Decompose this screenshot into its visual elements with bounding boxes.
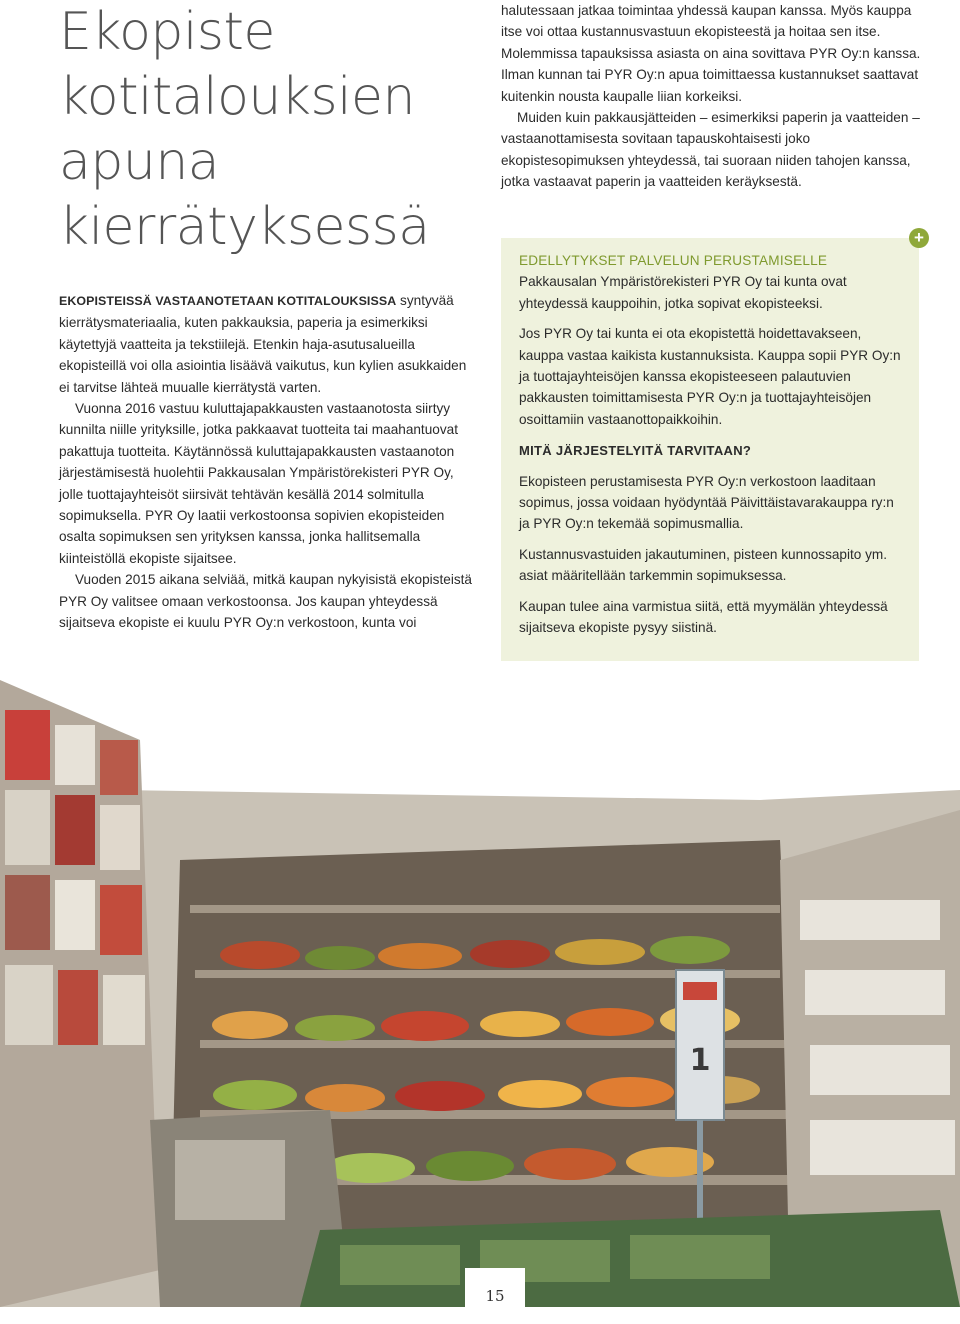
right-column: [501, 0, 921, 193]
supermarket-illustration: [0, 670, 960, 1307]
lead-text: syntyvää kierrätysmateriaalia, kuten pakkauksia, paperia ja esimerkiksi käytettyjä vaatteita ja tekstiilejä. Etenkin haja-asutusalueilla ekopisteillä voi olla asiointia lisäävä vaikutus, kun kylien asukkaiden ei tarvitse lähteä muualle kierrätystä varten.: [59, 293, 467, 395]
title-line: kierrätyksessä: [59, 197, 430, 257]
page-number: 15: [465, 1268, 525, 1307]
left-column: [59, 290, 479, 634]
sidebar-paragraph: Ekopisteen perustamisesta PYR Oy:n verkostoon laaditaan sopimus, jossa voidaan hyödyntää Päivittäistavarakauppa ry:n ja PYR Oy:n tekemää sopimusmallia.: [519, 473, 894, 532]
price-sign-number: 1: [689, 1043, 711, 1078]
page-title: [59, 0, 479, 260]
sidebar-paragraph: Kustannusvastuiden jakautuminen, pisteen kunnossapito ym. asiat määritellään tarkemmin sopimuksessa.: [519, 546, 888, 584]
sidebar-heading: EDELLYTYKSET PALVELUN PERUSTAMISELLE: [519, 253, 828, 268]
lead-paragraph: [59, 290, 479, 398]
plus-icon: +: [909, 228, 929, 248]
body-paragraph: Muiden kuin pakkausjätteiden – esimerkiksi paperin ja vaatteiden – vastaanottamisesta sovitaan tapauskohtaisesti joko ekopistesopimuksen yhteydessä, tai suoraan niiden tahojen kanssa, jotka vastaavat paperin ja vaatteiden keräyksestä.: [501, 110, 920, 190]
sidebar-subheading: MITÄ JÄRJESTELYITÄ TARVITAAN?: [519, 443, 752, 459]
lead-caps: EKOPISTEISSÄ VASTAANOTETAAN KOTITALOUKSISSA: [59, 294, 397, 308]
sidebar-paragraph: Jos PYR Oy tai kunta ei ota ekopistettä hoidettavakseen, kauppa vastaa kaikista kustannuksista. Kauppa sopii PYR Oy:n ja tuottajayhteisöjen kanssa ekopisteeseen palautuvien pakkausten toimittamisesta PYR Oy:n ja tuottajayhteisöjen osoittamiin vastaanottopaikkoihin.: [519, 326, 901, 427]
sidebar-paragraph: Kaupan tulee aina varmistua siitä, että myymälän yhteydessä sijaitseva ekopiste pysyy siistinä.: [519, 598, 888, 636]
body-paragraph: halutessaan jatkaa toimintaa yhdessä kaupan kanssa. Myös kauppa itse voi ottaa kustannusvastuun ekopisteestä ja hoitaa sen itse. Molemmissa tapauksissa asiasta on aina sovittava PYR Oy:n kanssa. Ilman kunnan tai PYR Oy:n apua toimittaessa kustannukset saattavat kuitenkin nousta kaupalle liian korkeiksi.: [501, 3, 921, 104]
title-line: apuna: [59, 132, 220, 192]
body-paragraph: Vuonna 2016 vastuu kuluttajapakkausten vastaanotosta siirtyy kunnilta niille yrityksille, jotka pakkaavat tuotteita tai maahantuovat pakattuja tuotteita. Käytännössä kuluttajapakkausten vastaanoton järjestämisestä huolehtii Pakkausalan Ympäristörekisteri PYR Oy, jolle tuottajayhteisöt siirsivät tehtävän kesällä 2014 solmitulla sopimuksella. PYR Oy laatii verkostoonsa sopivien ekopisteiden osalta sopimuksen sen yrityksen kanssa, jonka hallitsemalla kiinteistöllä ekopiste sijaitsee.: [59, 401, 458, 566]
info-sidebar: [501, 238, 919, 661]
body-paragraph: Vuoden 2015 aikana selviää, mitkä kaupan nykyisistä ekopisteistä PYR Oy valitsee omaan verkostoonsa. Jos kaupan yhteydessä sijaitseva ekopiste ei kuulu PYR Oy:n verkostoon, kunta voi: [59, 572, 472, 631]
title-line: kotitalouksien: [59, 67, 415, 127]
sidebar-paragraph: Pakkausalan Ympäristörekisteri PYR Oy tai kunta ovat yhteydessä kauppoihin, jotka sopivat ekopisteeksi.: [519, 274, 847, 311]
title-line: Ekopiste: [59, 2, 275, 62]
